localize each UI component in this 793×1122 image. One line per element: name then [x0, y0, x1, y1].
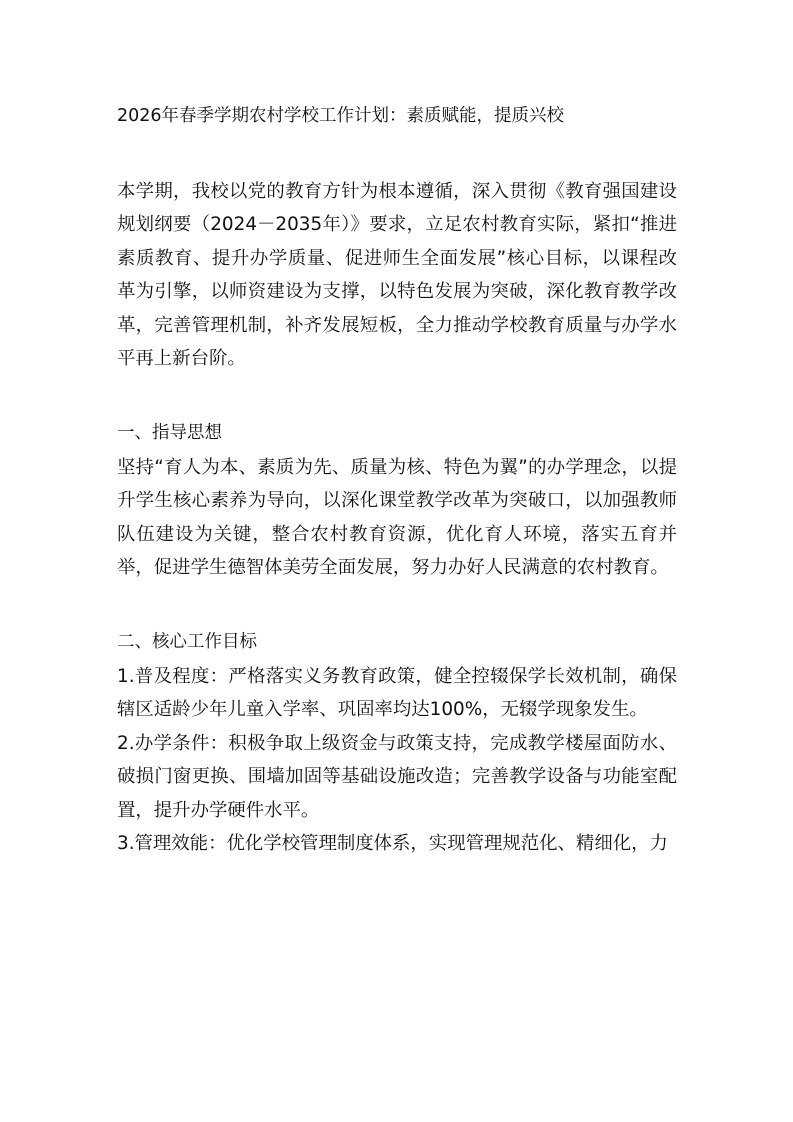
goal-item: 1.普及程度：严格落实义务教育政策，健全控辍保学长效机制，确保辖区适龄少年儿童入学率、巩固率均达100%，无辍学现象发生。	[117, 665, 677, 721]
section-heading-core-goals: 二、核心工作目标	[117, 632, 257, 653]
goal-item: 2.办学条件：积极争取上级资金与政策支持，完成教学楼屋面防水、破损门窗更换、围墙加固等基础设施改造；完善教学设备与功能室配置，提升办学硬件水平。	[117, 732, 677, 821]
intro-paragraph: 本学期，我校以党的教育方针为根本遵循，深入贯彻《教育强国建设规划纲要（2024－2035年）》要求，立足农村教育实际，紧扣“推进素质教育、提升办学质量、促进师生全面发展”核心目标，以课程改革为引擎，以师资建设为支撑，以特色发展为突破，深化教育教学改革，完善管理机制，补齐发展短板，全力推动学校教育质量与办学水平再上新台阶。	[117, 181, 677, 370]
spacer	[117, 133, 677, 175]
section-body-guiding-ideology: 坚持“育人为本、素质为先、质量为核、特色为翼”的办学理念，以提升学生核心素养为导向，以深化课堂教学改革为突破口，以加强教师队伍建设为关键，整合农村教育资源，优化育人环境，落实五育并举，促进学生德智体美劳全面发展，努力办好人民满意的农村教育。	[117, 456, 677, 579]
document-body	[117, 100, 677, 860]
spacer	[117, 375, 677, 417]
section-heading-guiding-ideology: 一、指导思想	[117, 423, 222, 444]
goal-item: 3.管理效能：优化学校管理制度体系，实现管理规范化、精细化，力	[117, 832, 668, 854]
document-title: 2026年春季学期农村学校工作计划：素质赋能，提质兴校	[117, 106, 565, 126]
spacer	[117, 584, 677, 626]
